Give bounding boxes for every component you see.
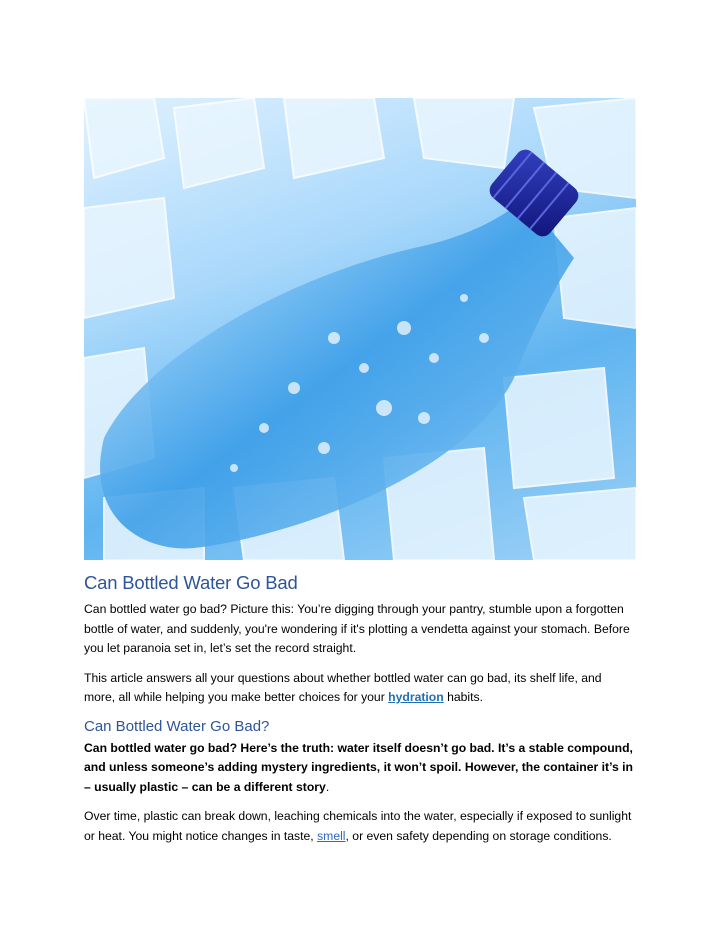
article-body	[84, 572, 636, 856]
section-heading: Can Bottled Water Go Bad?	[84, 717, 270, 735]
fourth-paragraph	[84, 807, 636, 846]
fourth-paragraph-end: , or even safety depending on storage conditions.	[345, 828, 612, 843]
intro-paragraph: Can bottled water go bad? Picture this: You’re digging through your pantry, stumble upon a forgotten bottle of water, and suddenly, you're wondering if it's plotting a vendetta against your stomach. Before you let paranoia set in, let’s set the record straight.	[84, 602, 630, 655]
bold-paragraph-end: .	[325, 779, 330, 794]
second-paragraph-text: This article answers all your questions about whether bottled water can go bad, its shelf life, and more, all while helping you make better choices for your	[84, 670, 602, 704]
bold-paragraph	[84, 739, 636, 798]
second-paragraph	[84, 669, 636, 708]
water-bottle-on-ice-image	[84, 98, 636, 560]
article-title: Can Bottled Water Go Bad	[84, 572, 298, 593]
second-paragraph-end: habits.	[443, 690, 483, 704]
hydration-link[interactable]: hydration	[388, 690, 444, 704]
smell-link[interactable]: smell	[317, 828, 346, 843]
fourth-paragraph-text: Over time, plastic can break down, leaching chemicals into the water, especially if exposed to sunlight or heat. You might notice changes in taste,	[84, 809, 632, 843]
bold-paragraph-text: Can bottled water go bad? Here’s the truth: water itself doesn’t go bad. It’s a stable compound, and unless someone’s adding mystery ingredients, it won’t spoil. However, the container it’s in – usually plastic – can be a different story	[84, 740, 634, 794]
